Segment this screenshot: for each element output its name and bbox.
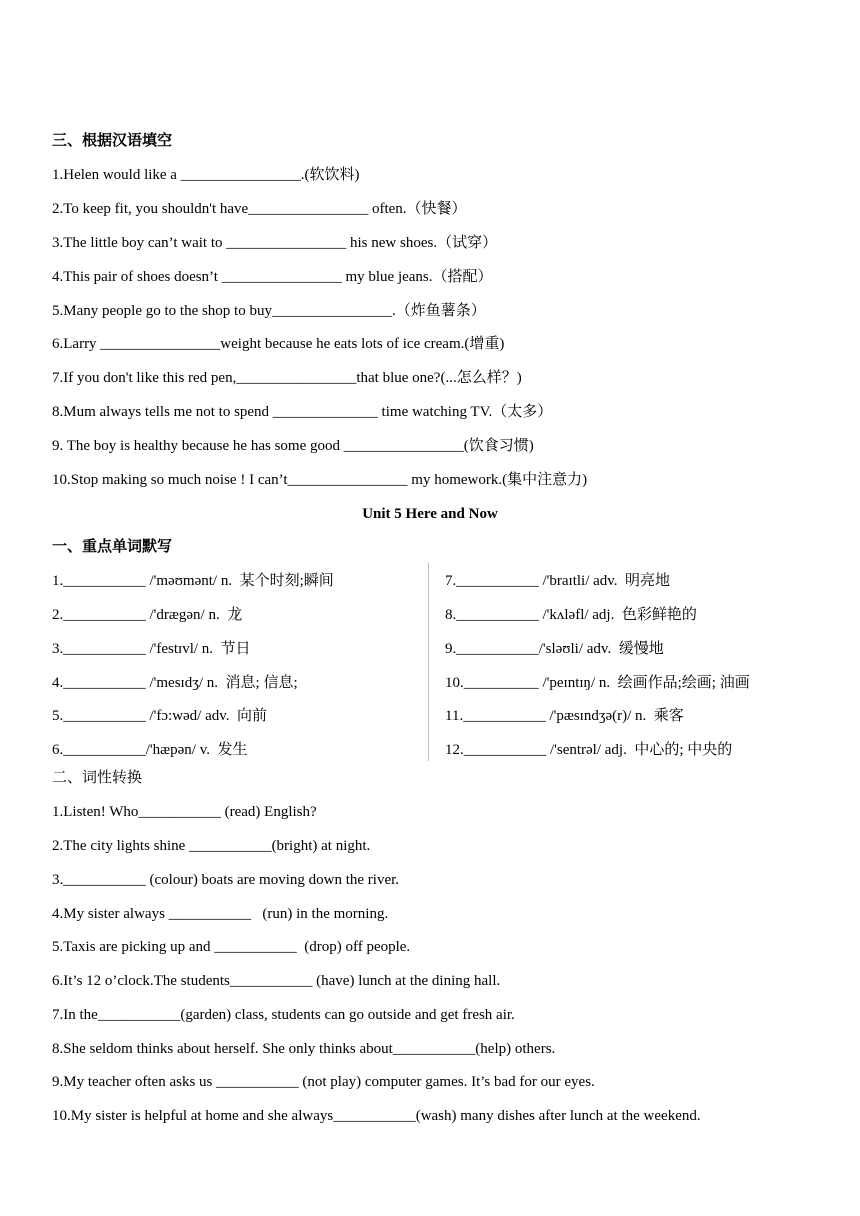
fill-item-5: 5.Many people go to the shop to buy________________.（炸鱼薯条） xyxy=(52,303,486,319)
vocab-item-11: 11.___________ /'pæsɪndʒə(r)/ n. 乘客 xyxy=(445,708,684,724)
vocab-item-3: 3.___________ /'festɪvl/ n. 节日 xyxy=(52,641,251,657)
vocab-item-5: 5.___________ /'fɔ:wəd/ adv. 向前 xyxy=(52,708,268,724)
vocab-item-2: 2.___________ /'drægən/ n. 龙 xyxy=(52,607,243,623)
wordform-item-1: 1.Listen! Who___________ (read) English? xyxy=(52,804,317,820)
unit-title: Unit 5 Here and Now xyxy=(362,506,498,522)
fill-item-3: 3.The little boy can’t wait to ________________ his new shoes.（试穿） xyxy=(52,235,498,251)
fill-item-8: 8.Mum always tells me not to spend ______________ time watching TV.（太多） xyxy=(52,404,553,420)
wordform-item-7: 7.In the___________(garden) class, students can go outside and get fresh air. xyxy=(52,1007,515,1023)
fill-item-6: 6.Larry ________________weight because he eats lots of ice cream.(增重) xyxy=(52,336,505,352)
wordform-item-10: 10.My sister is helpful at home and she always___________(wash) many dishes after lunch at the weekend. xyxy=(52,1108,701,1124)
vocab-item-8: 8.___________ /'kʌləfl/ adj. 色彩鲜艳的 xyxy=(445,607,697,623)
vocab-item-10: 10.__________ /'peɪntɪŋ/ n. 绘画作品;绘画; 油画 xyxy=(445,675,750,691)
fill-item-4: 4.This pair of shoes doesn’t ________________ my blue jeans.（搭配） xyxy=(52,269,493,285)
vocab-item-9: 9.___________/'sləʊli/ adv. 缓慢地 xyxy=(445,641,664,657)
wordform-item-2: 2.The city lights shine ___________(bright) at night. xyxy=(52,838,371,854)
wordform-item-8: 8.She seldom thinks about herself. She only thinks about___________(help) others. xyxy=(52,1041,556,1057)
wordform-item-3: 3.___________ (colour) boats are moving down the river. xyxy=(52,872,400,888)
vocab-item-4: 4.___________ /'mesɪdʒ/ n. 消息; 信息; xyxy=(52,675,298,691)
vocab-item-12: 12.___________ /'sentrəl/ adj. 中心的; 中央的 xyxy=(445,742,733,758)
section-heading-vocab: 一、重点单词默写 xyxy=(52,539,173,555)
wordform-item-6: 6.It’s 12 o’clock.The students___________ (have) lunch at the dining hall. xyxy=(52,973,501,989)
fill-item-10: 10.Stop making so much noise ! I can’t________________ my homework.(集中注意力) xyxy=(52,472,588,488)
section-heading-word-forms: 二、词性转换 xyxy=(52,770,143,786)
fill-item-2: 2.To keep fit, you shouldn't have________________ often.（快餐） xyxy=(52,201,467,217)
vocab-item-7: 7.___________ /'braɪtli/ adv. 明亮地 xyxy=(445,573,671,589)
vocab-item-1: 1.___________ /'məʊmənt/ n. 某个时刻;瞬间 xyxy=(52,573,334,589)
fill-item-9: 9. The boy is healthy because he has some good ________________(饮食习惯) xyxy=(52,438,534,454)
fill-item-1: 1.Helen would like a ________________.(软饮料) xyxy=(52,167,360,183)
wordform-item-4: 4.My sister always ___________ (run) in the morning. xyxy=(52,906,389,922)
wordform-item-9: 9.My teacher often asks us ___________ (not play) computer games. It’s bad for our eyes. xyxy=(52,1074,595,1090)
fill-item-7: 7.If you don't like this red pen,________________that blue one?(...怎么样？) xyxy=(52,370,522,386)
section-heading-fill-blanks: 三、根据汉语填空 xyxy=(52,133,173,149)
vocab-item-6: 6.___________/'hæpən/ v. 发生 xyxy=(52,742,248,758)
column-divider xyxy=(428,563,429,761)
wordform-item-5: 5.Taxis are picking up and ___________ (drop) off people. xyxy=(52,939,411,955)
